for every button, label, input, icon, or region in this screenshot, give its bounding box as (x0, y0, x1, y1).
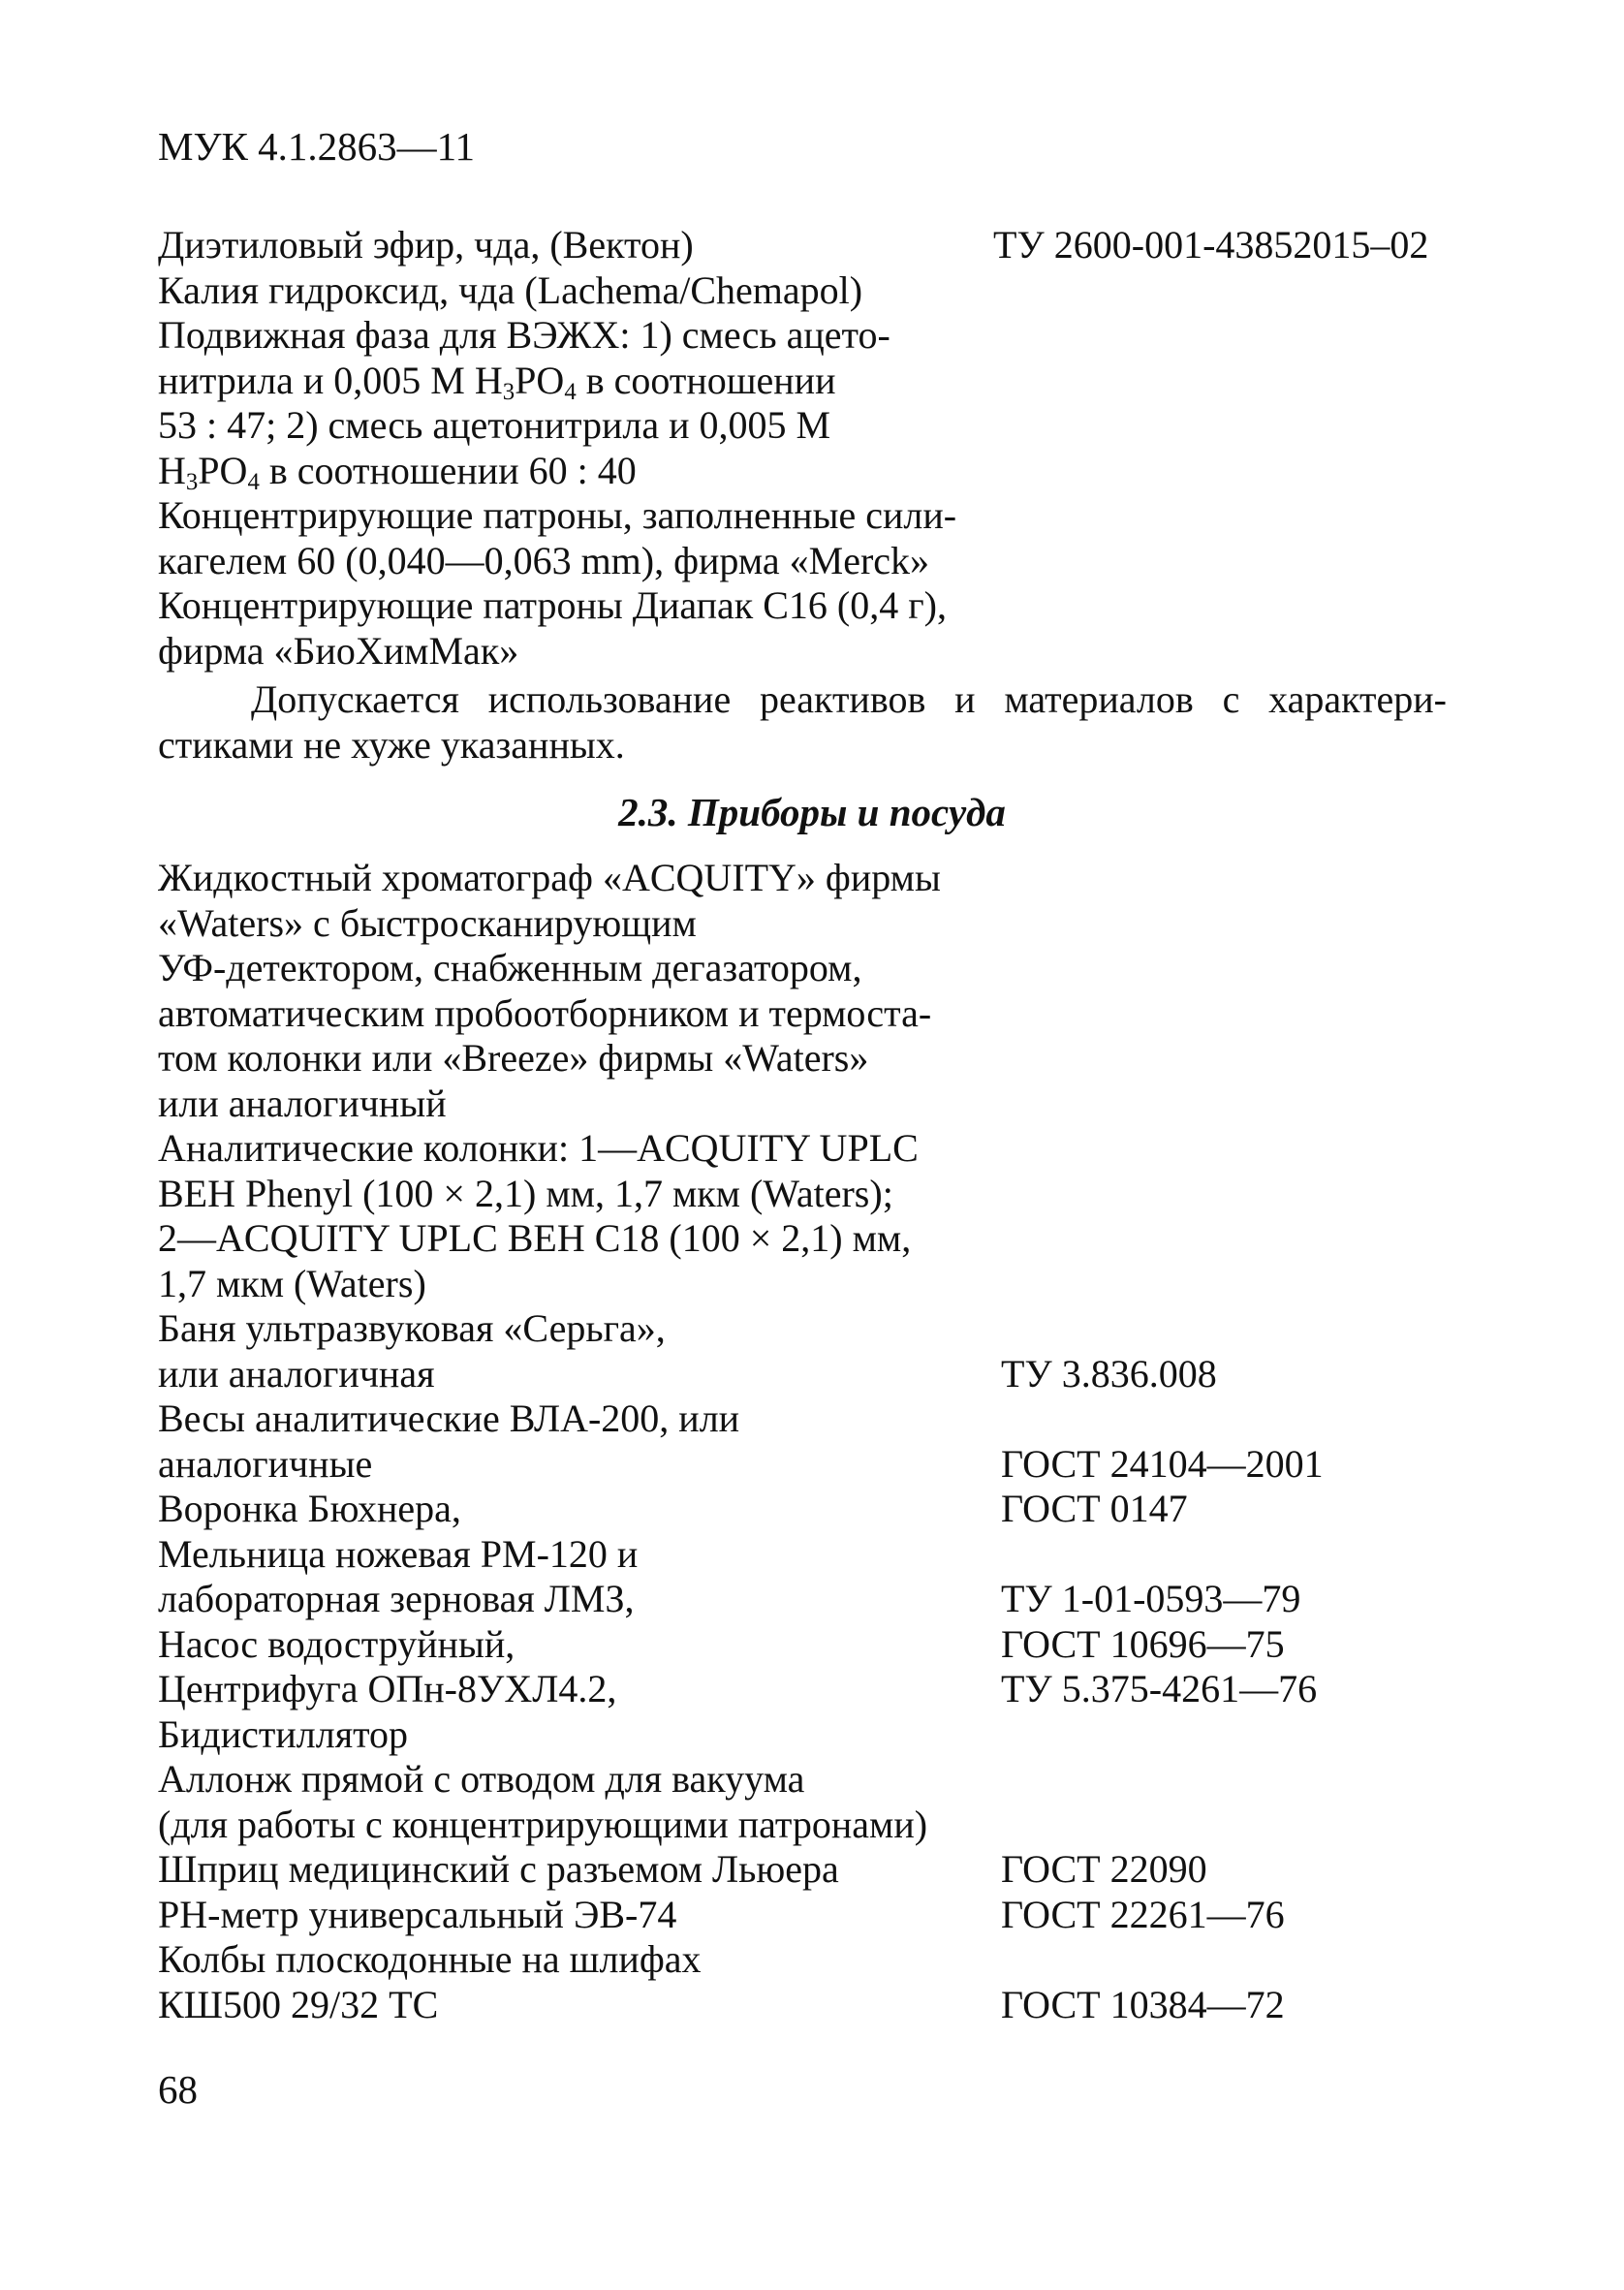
text-part: нитрила и 0,005 М H (158, 358, 503, 402)
document-header: МУК 4.1.2863—11 (158, 124, 476, 169)
list-item (158, 1262, 1456, 1307)
item-name: Центрифуга ОПн-8УХЛ4.2, (158, 1667, 617, 1710)
item-name: Воронка Бюхнера, (158, 1487, 461, 1530)
text-part: PO (198, 448, 248, 492)
list-item (158, 268, 1456, 314)
list-item (158, 1036, 1456, 1082)
item-name: Мельница ножевая РМ-120 и (158, 1531, 639, 1576)
item-name: Бидистиллятор (158, 1711, 409, 1756)
list-item (158, 1622, 1456, 1668)
item-name: кагелем 60 (0,040—0,063 mm), фирма «Merck» (158, 538, 930, 582)
item-standard: ТУ 3.836.008 (1001, 1351, 1217, 1396)
list-item (158, 403, 1456, 449)
item-name: лабораторная зерновая ЛМЗ, (158, 1577, 635, 1620)
list-item (158, 1983, 1456, 2028)
list-item (158, 901, 1456, 947)
item-name: Концентрирующие патроны, заполненные сили- (158, 493, 957, 537)
list-item (158, 449, 1456, 494)
item-standard: ГОСТ 10384—72 (1001, 1982, 1285, 2026)
list-item (158, 1757, 1456, 1803)
list-item (158, 991, 1456, 1037)
text-part: PO (515, 358, 565, 402)
list-item (158, 1216, 1456, 1262)
equipment-list (158, 856, 1456, 2027)
item-standard: ТУ 2600-001-43852015–02 (993, 223, 1429, 267)
text-part: H (158, 448, 186, 492)
list-item (158, 1306, 1456, 1352)
item-name: Аллонж прямой с отводом для вакуума (158, 1757, 805, 1801)
item-name: Подвижная фаза для ВЭЖХ: 1) смесь ацето- (158, 313, 890, 357)
text-part: в соотношении 60 : 40 (259, 448, 637, 492)
subscript: 4 (564, 378, 577, 405)
page-number: 68 (158, 2067, 198, 2112)
item-name: РН-метр универсальный ЭВ-74 (158, 1892, 677, 1936)
reagents-list (158, 223, 1456, 674)
item-standard: ГОСТ 24104—2001 (1001, 1441, 1324, 1486)
item-name: Калия гидроксид, чда (Lachema/Chemapol) (158, 267, 863, 312)
item-name: аналогичные (158, 1441, 373, 1486)
item-name: Насос водоструйный, (158, 1621, 515, 1666)
list-item (158, 1442, 1456, 1488)
paragraph-line: Допускается использование реактивов и материалов с характери- (251, 677, 1447, 721)
list-item (158, 1126, 1456, 1172)
list-item (158, 223, 1456, 268)
item-name: КШ500 29/32 ТС (158, 1982, 439, 2026)
item-name: Диэтиловый эфир, чда, (Вектон) (158, 223, 694, 267)
item-name: «Waters» с быстросканирующим (158, 900, 697, 945)
note-paragraph (158, 677, 1447, 768)
section-title: 2.3. Приборы и посуда (618, 790, 1006, 834)
list-item (158, 946, 1456, 991)
list-item (158, 1352, 1456, 1397)
text-part: в соотношении (576, 358, 836, 402)
list-item (158, 359, 1456, 404)
item-name: Концентрирующие патроны Диапак С16 (0,4 г), (158, 583, 947, 627)
item-standard: ГОСТ 10696—75 (1001, 1621, 1285, 1666)
item-standard: ТУ 5.375-4261—76 (1001, 1667, 1318, 1710)
list-item (158, 1172, 1456, 1217)
list-item (158, 1712, 1456, 1758)
list-item (158, 1577, 1456, 1622)
item-standard: ГОСТ 22261—76 (1001, 1892, 1285, 1936)
item-name (158, 449, 637, 494)
list-item (158, 856, 1456, 901)
list-item (158, 583, 1456, 629)
subscript: 3 (502, 378, 515, 405)
list-item (158, 1532, 1456, 1578)
item-name: УФ-детектором, снабженным дегазатором, (158, 946, 862, 989)
item-name: Аналитические колонки: 1—ACQUITY UPLC (158, 1126, 919, 1170)
item-name: BEH Phenyl (100 × 2,1) мм, 1,7 мкм (Waters); (158, 1171, 893, 1215)
list-item (158, 539, 1456, 584)
paragraph-line: стиками не хуже указанных. (158, 722, 625, 767)
subscript: 3 (185, 468, 199, 495)
list-item (158, 1847, 1456, 1893)
item-name: автоматическим пробоотборником и термоста- (158, 990, 932, 1035)
item-name: фирма «БиоХимМак» (158, 628, 519, 673)
item-standard: ГОСТ 22090 (1001, 1847, 1207, 1891)
item-name: том колонки или «Breeze» фирмы «Waters» (158, 1036, 869, 1080)
list-item (158, 1082, 1456, 1127)
item-name: Колбы плоскодонные на шлифах (158, 1937, 702, 1981)
list-item (158, 493, 1456, 539)
item-name: 1,7 мкм (Waters) (158, 1261, 426, 1305)
item-name: 2—ACQUITY UPLC BEH C18 (100 × 2,1) мм, (158, 1216, 912, 1260)
item-name (158, 359, 836, 404)
item-name: Шприц медицинский с разъемом Льюера (158, 1847, 839, 1891)
item-name: Баня ультразвуковая «Серьга», (158, 1306, 666, 1350)
list-item (158, 1937, 1456, 1983)
item-name: Весы аналитические ВЛА-200, или (158, 1396, 740, 1440)
list-item (158, 1667, 1456, 1712)
list-item (158, 313, 1456, 359)
subscript: 4 (247, 468, 260, 495)
list-item (158, 1893, 1456, 1938)
item-name: (для работы с концентрирующими патронами) (158, 1802, 928, 1846)
item-name: Жидкостный хроматограф «ACQUITY» фирмы (158, 856, 941, 899)
list-item (158, 629, 1456, 674)
item-name: 53 : 47; 2) смесь ацетонитрила и 0,005 М (158, 403, 831, 447)
list-item (158, 1396, 1456, 1442)
list-item (158, 1803, 1456, 1848)
list-item (158, 1487, 1456, 1532)
item-standard: ТУ 1-01-0593—79 (1001, 1577, 1301, 1620)
item-standard: ГОСТ 0147 (1001, 1487, 1188, 1530)
item-name: или аналогичная (158, 1351, 435, 1396)
item-name: или аналогичный (158, 1081, 447, 1125)
